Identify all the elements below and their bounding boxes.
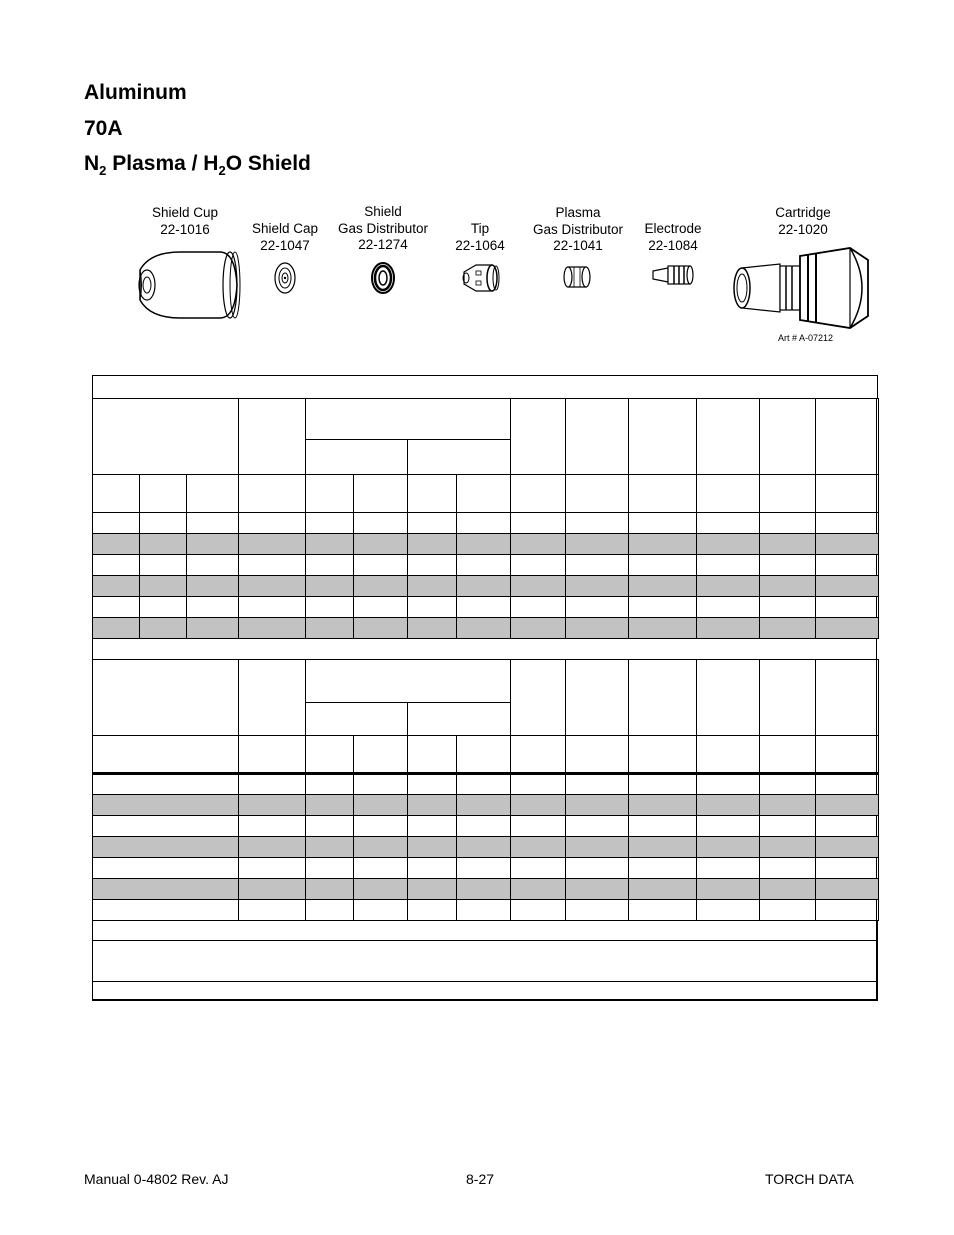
- part-number: 22-1016: [160, 221, 210, 237]
- notes-row: [92, 940, 878, 982]
- part-name: Shield Cap: [251, 221, 319, 236]
- table-row: [93, 900, 879, 921]
- part-name: Tip: [470, 221, 490, 236]
- part-name: Shield Gas Distributor: [337, 204, 429, 236]
- art-number: Art # A-07212: [778, 333, 834, 343]
- section-2-table: [92, 659, 879, 921]
- part-name: Shield Cup: [151, 205, 219, 220]
- shield-gas-label: O Shield: [225, 152, 311, 175]
- part-number: 22-1274: [358, 237, 408, 252]
- plasma-gas-subscript: 2: [99, 163, 107, 178]
- table-row: [93, 879, 879, 900]
- table-row: [93, 858, 879, 879]
- part-number: 22-1041: [553, 238, 603, 253]
- plasma-gas-symbol: N: [84, 152, 100, 175]
- gas-heading: [84, 152, 311, 178]
- notes-row: [92, 981, 878, 1001]
- amperage-heading: 70A: [84, 117, 123, 140]
- footer-section: TORCH DATA: [765, 1171, 854, 1187]
- table-row: [93, 837, 879, 858]
- table-row: [93, 513, 879, 534]
- table-row: [93, 816, 879, 837]
- tip-icon: [458, 257, 502, 299]
- part-shield-cap: [240, 221, 330, 298]
- notes-row: [92, 920, 878, 941]
- section-1-title-bar: [92, 375, 878, 399]
- part-tip: [440, 221, 520, 299]
- part-number: 22-1084: [648, 237, 698, 253]
- part-number: 22-1020: [778, 221, 828, 237]
- plasma-gas-distributor-icon: [562, 259, 594, 295]
- header-row: [93, 736, 879, 774]
- electrode-icon: [650, 260, 696, 290]
- footer-manual: Manual 0-4802 Rev. AJ: [84, 1171, 229, 1187]
- header-row: [93, 399, 879, 440]
- table-row: [93, 618, 879, 639]
- part-number: 22-1064: [455, 237, 505, 253]
- section-1-table: [92, 398, 879, 639]
- table-row: [93, 555, 879, 576]
- shield-cup-icon: [125, 240, 245, 330]
- part-plasma-gas-distributor: [526, 205, 630, 295]
- shield-cap-icon: [270, 258, 300, 298]
- material-heading: Aluminum: [84, 81, 187, 104]
- part-electrode: [630, 221, 716, 290]
- table-row: [93, 774, 879, 795]
- table-row: [93, 597, 879, 618]
- table-row: [93, 534, 879, 555]
- part-name: Plasma Gas Distributor: [532, 205, 624, 237]
- plasma-gas-label: Plasma / H: [106, 152, 219, 175]
- part-name: Electrode: [644, 221, 702, 236]
- footer-page-number: 8-27: [466, 1171, 495, 1187]
- part-shield-gas-distributor: [330, 204, 436, 298]
- header-row: [93, 475, 879, 513]
- shield-gas-distributor-icon: [368, 258, 398, 298]
- shield-gas-subscript: 2: [218, 163, 226, 178]
- table-row: [93, 576, 879, 597]
- part-number: 22-1047: [260, 237, 310, 253]
- table-row: [93, 795, 879, 816]
- header-row: [93, 660, 879, 703]
- part-name: Cartridge: [775, 205, 831, 220]
- cartridge-icon: [728, 240, 878, 336]
- part-cartridge: [716, 205, 890, 336]
- part-shield-cup: [110, 205, 260, 330]
- section-2-title-bar: [92, 638, 878, 660]
